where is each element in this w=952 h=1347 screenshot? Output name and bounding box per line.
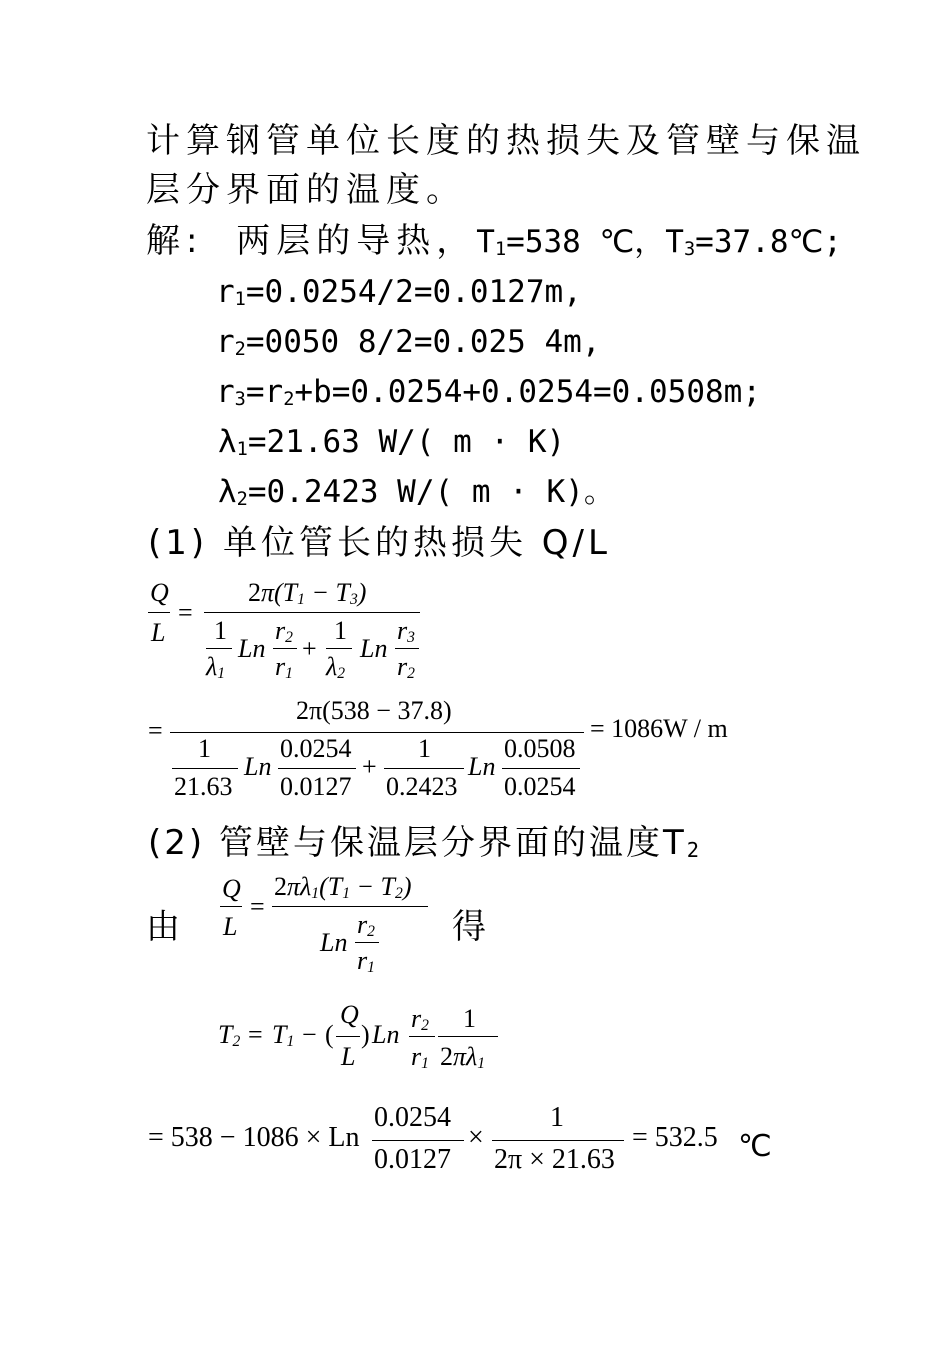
problem-line-2: 层分界面的温度。 [146, 170, 466, 210]
r2-line: $r_2=0050$ 8/2=0.025 4m, [216, 324, 601, 360]
solution-intro: 解: 两层的导热，$T_1=538$ ℃，$T_3=37.8℃$; [146, 221, 842, 261]
t1-value: =538 ℃， [506, 224, 666, 260]
lambda2-line: $\lambda_2=0.2423$ W/( m · K)。 [218, 474, 615, 510]
solution-label: 解: [146, 221, 204, 261]
lambda1-line: $\lambda_1=21.63$ W/( m · K) [218, 424, 566, 460]
r1-line: $r_1=0.0254/2=0.0127m$, [216, 274, 582, 310]
problem-line-1: 计算钢管单位长度的热损失及管壁与保温 [146, 121, 866, 161]
t3-value: =37.8℃; [695, 224, 842, 260]
part2-heading: (2) 管壁与保温层分界面的温度$T_2$ [148, 823, 703, 863]
solution-intro-text: 两层的导热， [236, 221, 477, 261]
celsius-unit: ℃ [738, 1129, 772, 1164]
r3-line: $r_3=r_2+b=0.0254+0.0254=0.0508m$; [216, 374, 761, 410]
part1-heading: (1) 单位管长的热损失 Q/L [148, 523, 611, 563]
